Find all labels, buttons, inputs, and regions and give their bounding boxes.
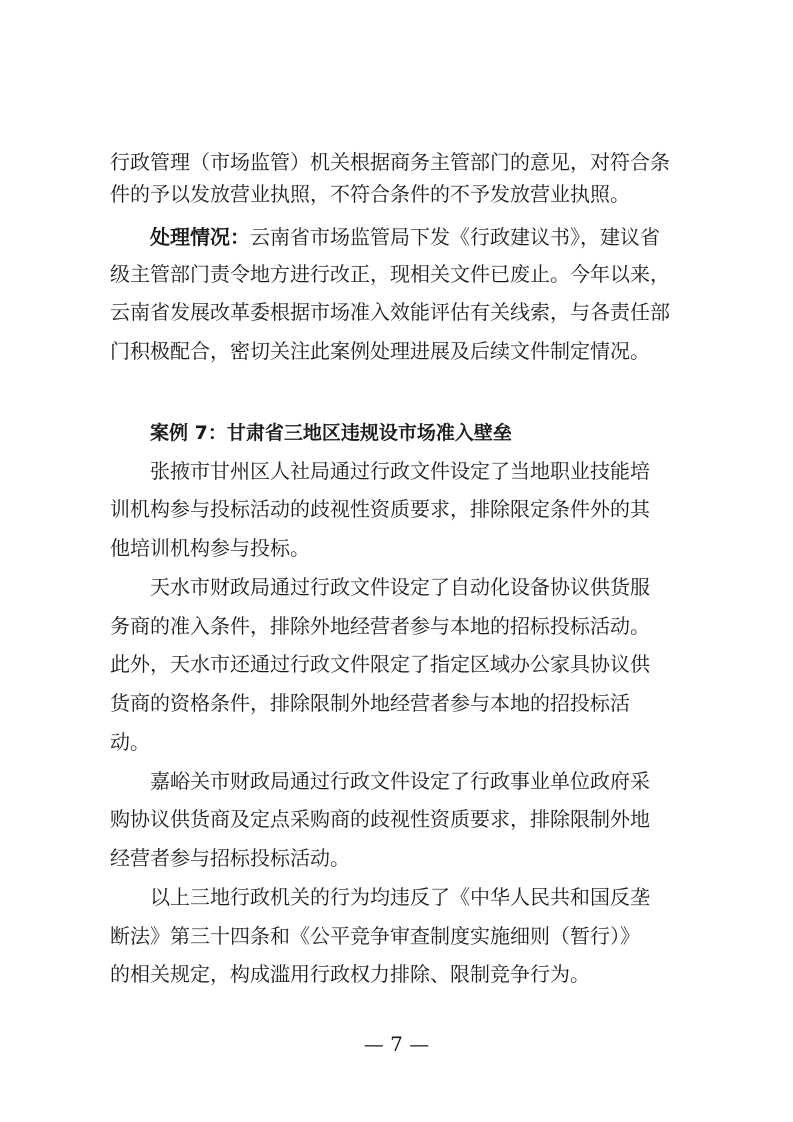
processing-status-label: 处理情况：	[150, 225, 250, 249]
page-number: — 7 —	[363, 1032, 430, 1056]
paragraph-line: 训机构参与投标活动的歧视性资质要求，排除限定条件外的其	[110, 497, 650, 521]
paragraph-line: 级主管部门责令地方进行改正，现相关文件已废止。今年以来，	[110, 262, 670, 286]
case-heading: 案例 7：甘肃省三地区违规设市场准入壁垒	[150, 422, 512, 444]
paragraph-line: 他培训机构参与投标。	[110, 536, 310, 560]
paragraph-line: 断法》第三十四条和《公平竞争审查制度实施细则（暂行）》	[110, 924, 640, 948]
paragraph-line: 门积极配合，密切关注此案例处理进展及后续文件制定情况。	[110, 339, 650, 363]
paragraph-line: 经营者参与招标投标活动。	[110, 846, 350, 870]
paragraph-line: 的相关规定，构成滥用行政权力排除、限制竞争行为。	[110, 962, 590, 986]
paragraph-line: 务商的准入条件，排除外地经营者参与本地的招标投标活动。	[110, 614, 650, 638]
paragraph-text: 云南省市场监管局下发《行政建议书》，建议省	[250, 225, 660, 249]
paragraph-line: 行政管理（市场监管）机关根据商务主管部门的意见，对符合条	[110, 150, 670, 174]
paragraph-line: 张掖市甘州区人社局通过行政文件设定了当地职业技能培	[150, 459, 650, 483]
paragraph-line: 动。	[110, 730, 150, 754]
paragraph-line: 购协议供货商及定点采购商的歧视性资质要求，排除限制外地	[110, 807, 650, 831]
paragraph-line: 件的予以发放营业执照，不符合条件的不予发放营业执照。	[110, 182, 630, 206]
paragraph-line: 嘉峪关市财政局通过行政文件设定了行政事业单位政府采	[150, 769, 650, 793]
paragraph-line: 天水市财政局通过行政文件设定了自动化设备协议供货服	[150, 575, 650, 599]
paragraph-line: 货商的资格条件，排除限制外地经营者参与本地的招投标活	[110, 691, 630, 715]
paragraph-line: 此外，天水市还通过行政文件限定了指定区域办公家具协议供	[110, 652, 650, 676]
paragraph-line	[150, 225, 690, 249]
paragraph-line: 云南省发展改革委根据市场准入效能评估有关线索，与各责任部	[110, 300, 670, 324]
paragraph-line: 以上三地行政机关的行为均违反了《中华人民共和国反垄	[150, 885, 650, 909]
